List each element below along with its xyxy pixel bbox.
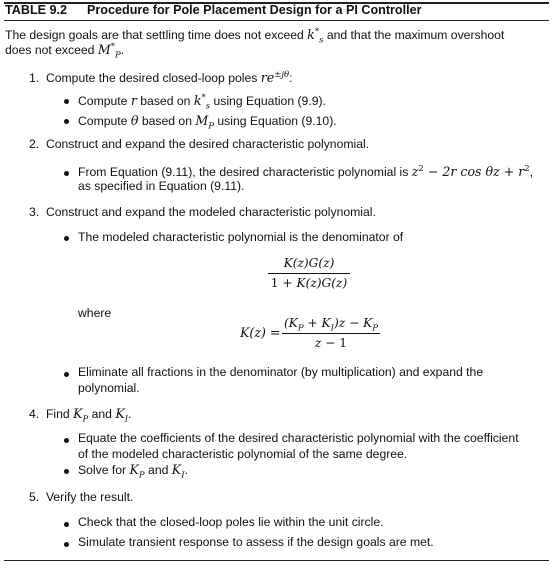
bullet-icon bbox=[64, 469, 69, 474]
step-1: 1. Compute the desired closed-loop poles $re^{\pm j\theta}$: bbox=[29, 69, 293, 85]
kp-symbol: $K_P$ bbox=[129, 462, 145, 481]
step-number: 1. bbox=[29, 71, 40, 85]
intro-text-1: The design goals are that settling time does not exceed bbox=[5, 28, 304, 42]
mp-symbol: $M^*_P$ bbox=[97, 41, 121, 61]
intro-line-2: does not exceed $M^*_P$. bbox=[5, 41, 125, 61]
step-1-bullet-2: Compute θ based on $M_P$ using Equation (9.10). bbox=[78, 113, 337, 132]
step-5 bbox=[29, 490, 133, 505]
step-number: 2. bbox=[29, 137, 40, 151]
intro-text-3: does not exceed bbox=[5, 43, 95, 57]
ki-symbol: $K_I$ bbox=[171, 462, 185, 481]
bullet-icon bbox=[64, 438, 69, 443]
step-2 bbox=[29, 137, 369, 152]
desired-polynomial: $z^2 - 2r$ $\cos \theta z + r^2$ bbox=[411, 163, 530, 179]
mp-symbol: $M_P$ bbox=[195, 113, 215, 132]
step-3-bullet-1: The modeled characteristic polynomial is the denominator of bbox=[78, 230, 404, 244]
r-symbol: r bbox=[130, 93, 137, 108]
step-4-bullet-1-line-2: of the modeled characteristic polynomial of the same degree. bbox=[78, 447, 408, 461]
table-label: TABLE 9.2 bbox=[5, 3, 68, 17]
bullet-icon bbox=[64, 99, 69, 104]
step-text: Construct and expand the modeled characteristic polynomial. bbox=[45, 205, 376, 219]
step-number: 3. bbox=[29, 205, 40, 219]
step-5-bullet-2: Simulate transient response to assess if the design goals are met. bbox=[78, 535, 434, 549]
step-text: Verify the result. bbox=[45, 490, 134, 504]
where-label: where bbox=[78, 306, 112, 320]
ks-symbol: $k^*_s$ bbox=[307, 26, 324, 46]
step-4-bullet-1: Equate the coefficients of the desired characteristic polynomial with the coefficient bbox=[78, 431, 519, 445]
step-text: Compute the desired closed-loop poles bbox=[45, 71, 258, 85]
bullet-icon bbox=[64, 119, 69, 124]
step-number: 5. bbox=[29, 490, 40, 504]
table-title bbox=[5, 3, 422, 18]
controller-lhs: K(z) = bbox=[240, 325, 281, 340]
closed-loop-fraction: K(z)G(z) 1 + K(z)G(z) bbox=[268, 256, 350, 291]
step-3 bbox=[29, 205, 376, 220]
step-1-bullet-1: Compute r based on $k^*_s$ using Equation (9.9). bbox=[78, 92, 326, 112]
step-3-bullet-2: Eliminate all fractions in the denominator (by multiplication) and expand the bbox=[78, 365, 484, 379]
step-text: Find bbox=[45, 407, 70, 421]
table-caption: Procedure for Pole Placement Design for a PI Controller bbox=[87, 3, 422, 17]
bottom-rule bbox=[4, 560, 549, 561]
intro-text-2: and that the maximum overshoot bbox=[326, 28, 505, 42]
step-5-bullet-1: Check that the closed-loop poles lie within the unit circle. bbox=[78, 515, 384, 529]
step-4-bullet-2: Solve for $K_P$ and $K_I$. bbox=[78, 462, 188, 481]
pole-expression: $re^{\pm j\theta}$ bbox=[260, 69, 290, 85]
bullet-icon bbox=[64, 236, 69, 241]
title-rule bbox=[4, 20, 549, 21]
step-4: 4. Find $K_P$ and $K_I$. bbox=[29, 406, 132, 425]
intro-line-1 bbox=[5, 26, 505, 46]
step-number: 4. bbox=[29, 407, 40, 421]
kp-symbol: $K_P$ bbox=[73, 406, 89, 425]
step-text: Construct and expand the desired characteristic polynomial. bbox=[45, 137, 370, 151]
bullet-icon bbox=[64, 171, 69, 176]
step-2-bullet-1: From Equation (9.11), the desired characteristic polynomial is $z^2 - 2r$ $\cos \theta z + r^2$, bbox=[78, 163, 534, 179]
bullet-icon bbox=[64, 522, 69, 527]
ks-symbol: $k^*_s$ bbox=[193, 92, 211, 112]
theta-symbol: θ bbox=[130, 113, 139, 128]
controller-fraction: $(K_P + K_I)z - K_P$ z − 1 bbox=[283, 316, 379, 350]
ki-symbol: $K_I$ bbox=[115, 406, 129, 425]
step-3-bullet-2-line-2: polynomial. bbox=[78, 381, 140, 395]
step-2-bullet-1-line-2: as specified in Equation (9.11). bbox=[78, 179, 245, 193]
bullet-icon bbox=[64, 542, 69, 547]
bullet-icon bbox=[64, 372, 69, 377]
